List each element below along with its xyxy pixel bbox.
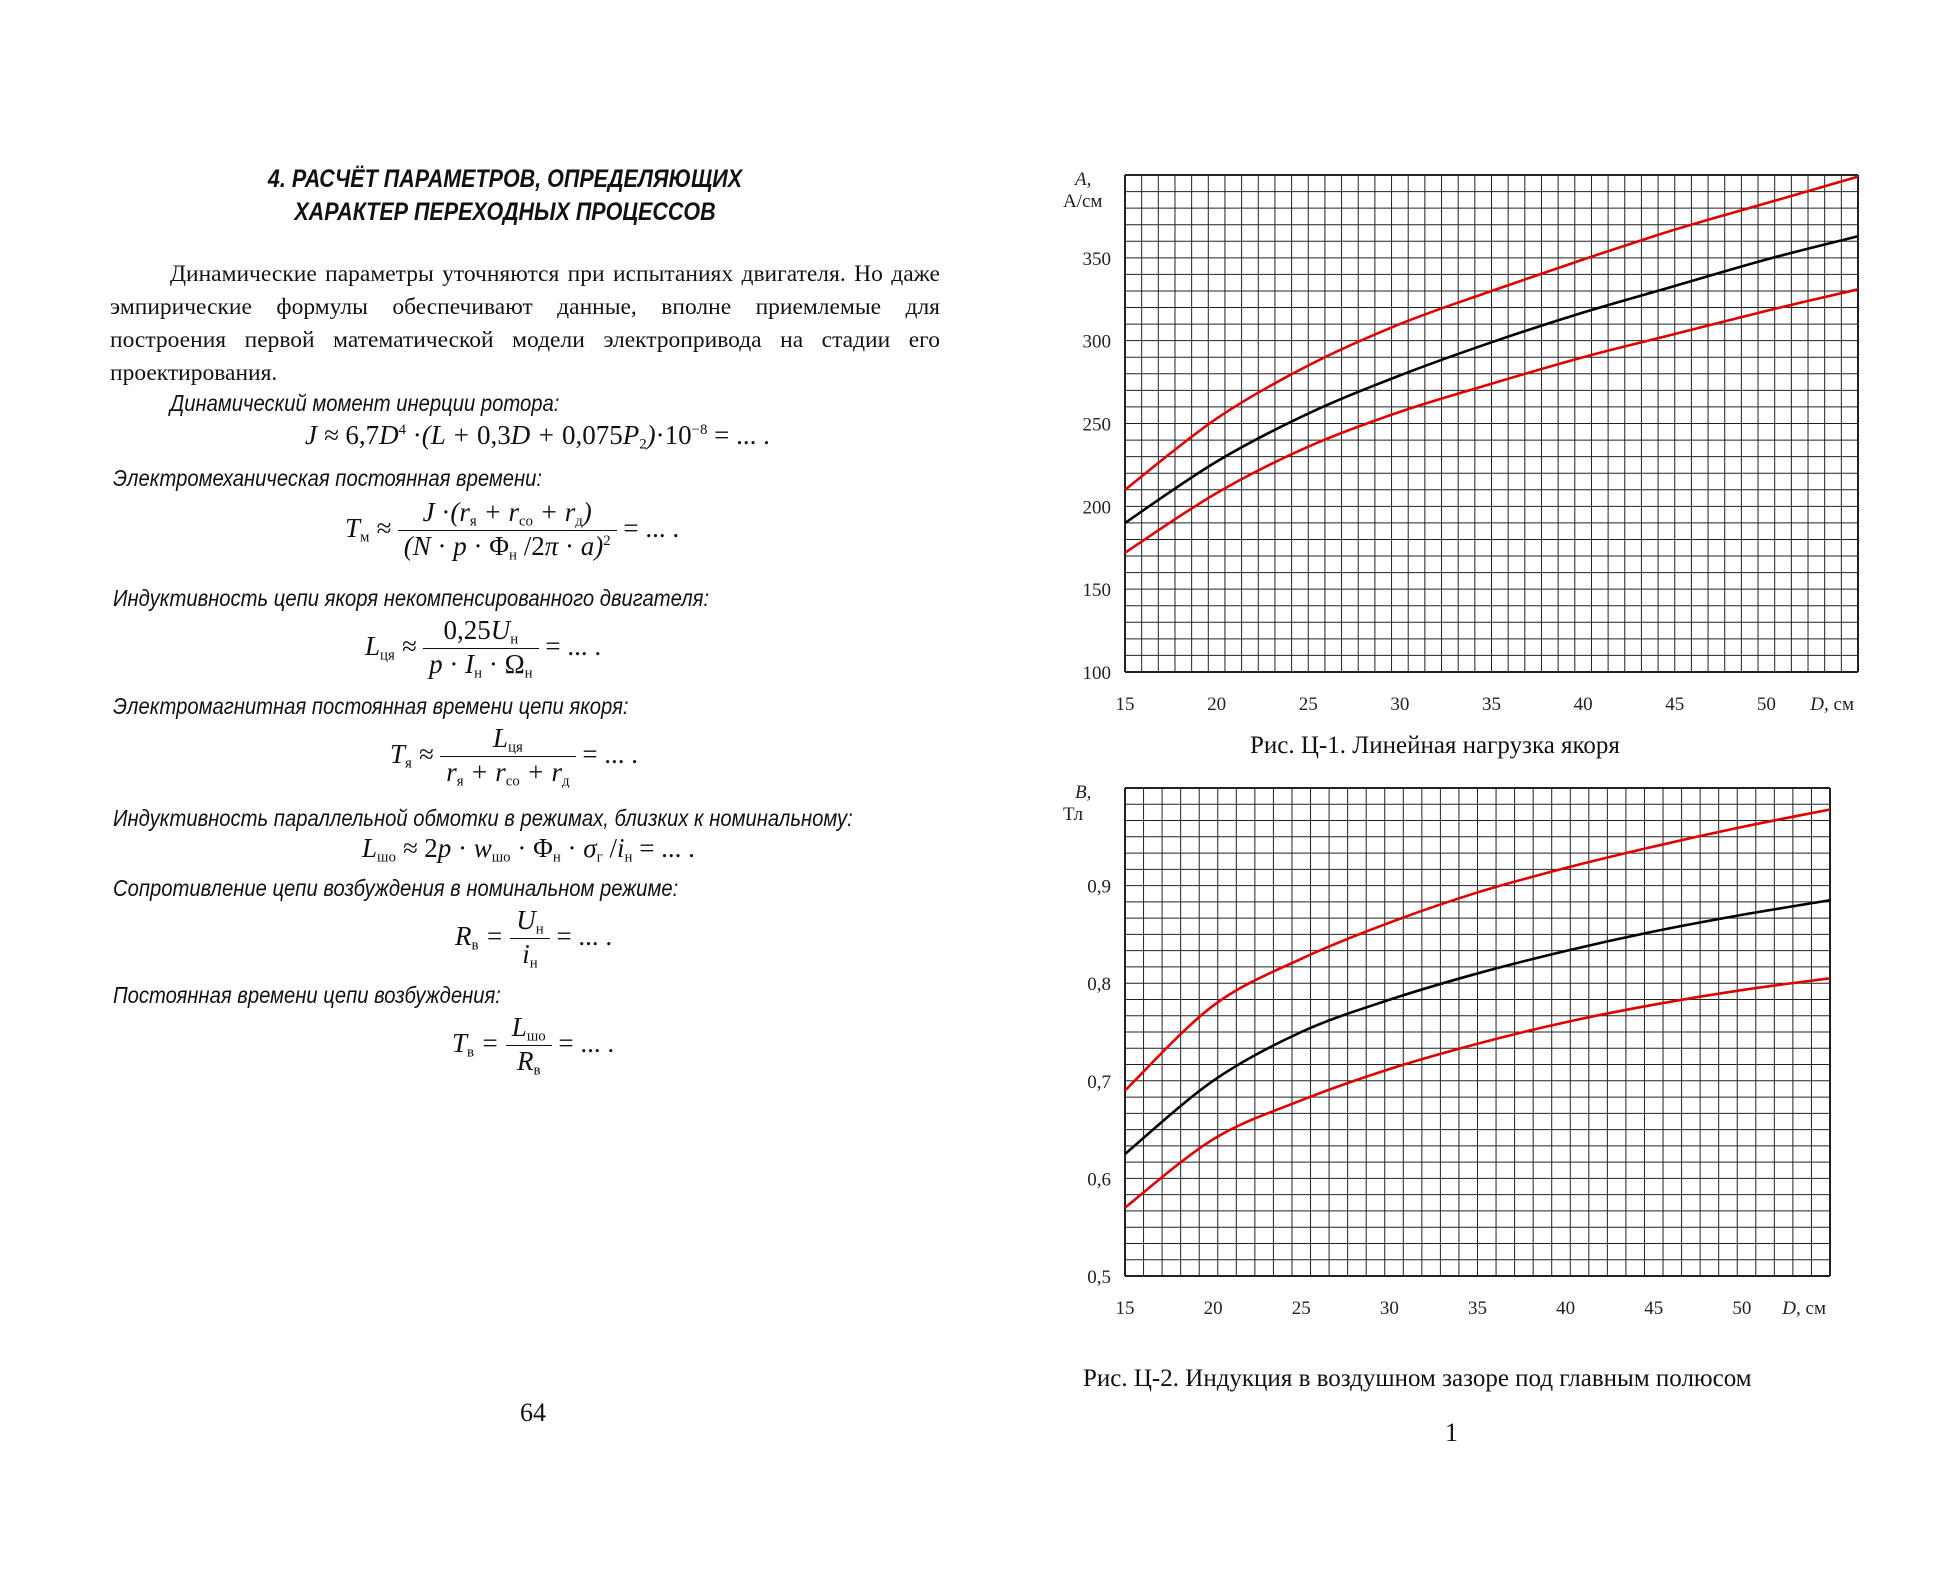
caption-chart-2: Рис. Ц-2. Индукция в воздушном зазоре под главным полюсом <box>1083 1365 1752 1392</box>
left-page <box>0 0 975 1574</box>
heading-line-1: 4. РАСЧЁТ ПАРАМЕТРОВ, ОПРЕДЕЛЯЮЩИХ <box>267 165 743 193</box>
formula-parallel: $L_{шо} \approx 2p \cdot w_{шо} \cdot \Phi_н \cdot \sigma_г$ $/i_н$ = ... . <box>362 833 695 866</box>
y-tick-label: 0,5 <box>1087 1267 1111 1288</box>
y-tick-label: 150 <box>1082 580 1111 602</box>
x-tick-label: 35 <box>1482 694 1501 715</box>
x-tick-label: 25 <box>1298 694 1318 715</box>
x-tick-label: 50 <box>1756 694 1776 715</box>
label-resistance: Сопротивление цепи возбуждения в номинальном режиме: <box>113 875 679 901</box>
y-tick-label: 200 <box>1082 497 1111 519</box>
x-tick-label: 20 <box>1207 694 1227 715</box>
section-heading <box>226 163 785 229</box>
caption-chart-1: Рис. Ц-1. Линейная нагрузка якоря <box>1250 732 1620 759</box>
right-page <box>975 0 1954 1574</box>
formula-inductance: $L_{ця}$ ≈ $\frac{0,25U_н}{p \cdot I_н \cdot \Omega_н}$ = ... . <box>365 615 602 682</box>
label-electromech: Электромеханическая постоянная времени: <box>113 465 543 491</box>
y-tick-label: 0,7 <box>1087 1071 1111 1093</box>
x-tick-label: 15 <box>1115 1298 1135 1319</box>
y-tick-label: 0,6 <box>1087 1169 1111 1191</box>
y-tick-label: 0,9 <box>1087 876 1111 898</box>
y-tick-label: 0,8 <box>1087 974 1111 996</box>
x-tick-label: 50 <box>1732 1298 1752 1319</box>
label-excitation-time: Постоянная времени цепи возбуждения: <box>113 982 501 1008</box>
formula-resistance: $R_в$ = $\frac{U_н}{i_н}$ = ... . <box>455 905 613 972</box>
x-tick-label: 45 <box>1644 1298 1664 1319</box>
x-tick-label: 35 <box>1468 1298 1487 1319</box>
chart-air-gap-induction <box>975 770 1954 1330</box>
formula-em-time: $T_я$ ≈ $\frac{L_{ця}}{r_я + r_{со} + r_д}$ = ... . <box>390 723 639 790</box>
intro-paragraph: Динамические параметры уточняются при испытаниях двигателя. Но даже эмпирические формулы обеспечивают данные, вполне приемлемые для построения первой математической модели электропривода на стадии его проектирования. <box>110 261 940 386</box>
formula-inertia: $J \approx 6,7D^4 \cdot(L + 0,3D + 0,075P_2)\cdot 10^{-8}$ = ... . <box>305 420 770 453</box>
y-tick-label: 100 <box>1082 663 1111 684</box>
y-axis-label: A, <box>1075 169 1092 190</box>
x-tick-label: 15 <box>1115 694 1135 715</box>
x-tick-label: 40 <box>1573 694 1593 715</box>
x-tick-label: 25 <box>1291 1298 1311 1319</box>
page-number-right: 1 <box>1445 1418 1458 1447</box>
y-tick-label: 350 <box>1082 248 1111 270</box>
x-axis-label: D, см <box>1810 694 1854 715</box>
x-tick-label: 45 <box>1665 694 1685 715</box>
y-axis-unit: Тл <box>1063 804 1084 825</box>
x-axis-label: D, см <box>1782 1298 1826 1319</box>
y-tick-label: 300 <box>1082 331 1111 353</box>
x-tick-label: 30 <box>1379 1298 1399 1319</box>
label-inertia: Динамический момент инерции ротора: <box>170 390 560 416</box>
formula-excitation-time: $T_в$ = $\frac{L_{шо}}{R_в}$ = ... . <box>452 1012 615 1079</box>
label-parallel: Индуктивность параллельной обмотки в режимах, близких к номинальному: <box>113 805 853 831</box>
label-em-time: Электромагнитная постоянная времени цепи якоря: <box>113 693 629 719</box>
x-tick-label: 40 <box>1556 1298 1576 1319</box>
y-tick-label: 250 <box>1082 414 1111 436</box>
x-tick-label: 30 <box>1390 694 1410 715</box>
formula-electromech: $T_м$ ≈ $\frac{J \cdot(r_я + r_{со} + r_д)}{(N \cdot p \cdot \Phi_н /2\pi \cdot a)^2}$ = ... . <box>345 497 680 564</box>
page-number-left: 64 <box>520 1398 546 1427</box>
label-inductance: Индуктивность цепи якоря некомпенсированного двигателя: <box>113 585 710 611</box>
y-axis-unit: А/см <box>1063 191 1103 212</box>
heading-line-2: ХАРАКТЕР ПЕРЕХОДНЫХ ПРОЦЕССОВ <box>294 198 716 226</box>
y-axis-label: B, <box>1075 782 1092 803</box>
x-tick-label: 20 <box>1203 1298 1223 1319</box>
